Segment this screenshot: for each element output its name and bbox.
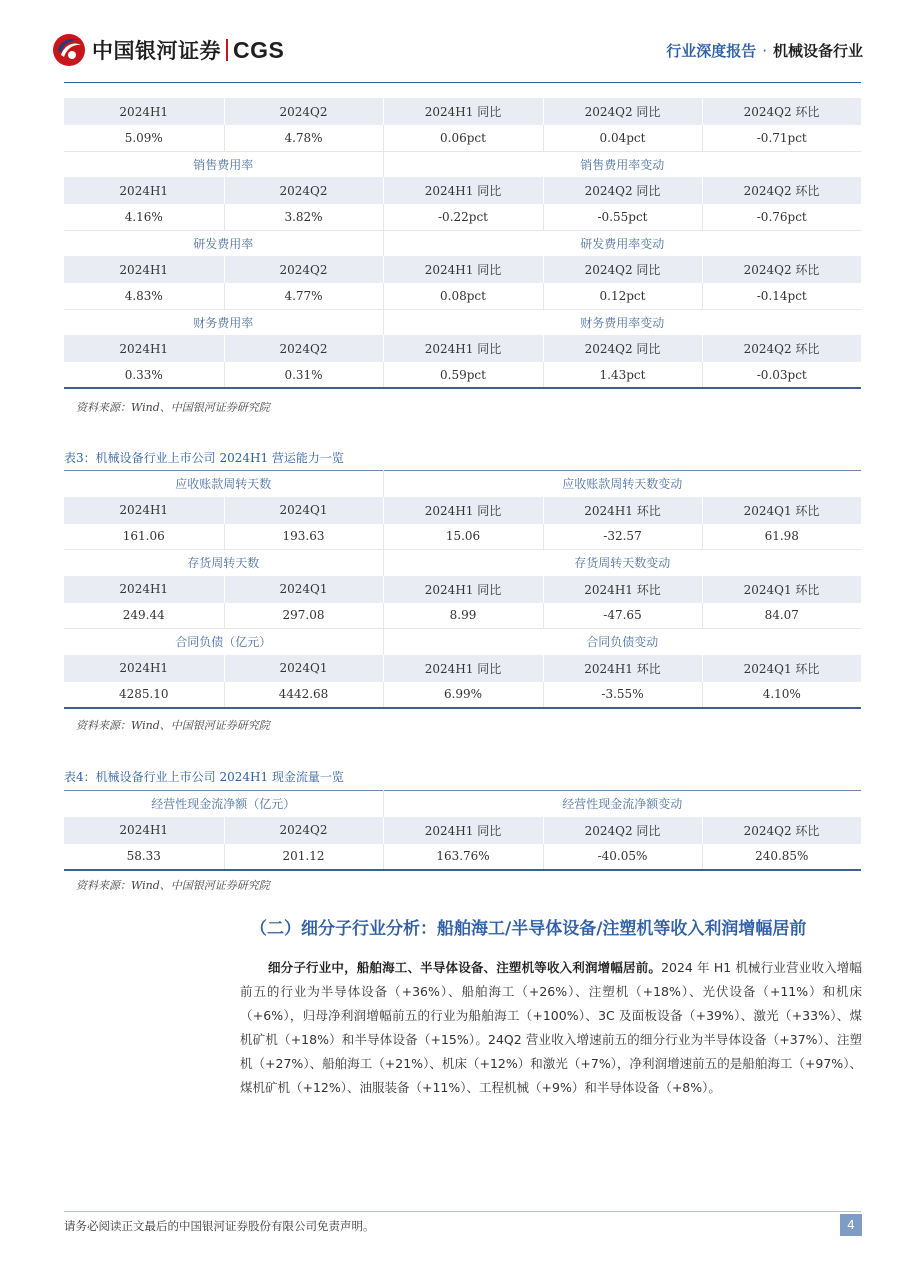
industry-name: 机械设备行业 bbox=[772, 42, 863, 60]
value-cell: -40.05% bbox=[543, 844, 702, 870]
body-paragraph bbox=[240, 956, 862, 1100]
header-cell: 2024H1 同比 bbox=[383, 335, 543, 362]
operating-capability-table bbox=[64, 470, 862, 709]
header-cell: 2024Q2 环比 bbox=[702, 177, 861, 204]
header-cell: 2024Q2 bbox=[224, 256, 383, 283]
value-cell: 84.07 bbox=[702, 603, 861, 629]
table-header-row bbox=[64, 576, 861, 603]
table-row bbox=[64, 844, 861, 870]
header-cell: 2024H1 同比 bbox=[383, 256, 543, 283]
header-cell: 2024H1 bbox=[64, 817, 224, 844]
header-cell: 2024Q2 同比 bbox=[543, 335, 702, 362]
value-cell: 193.63 bbox=[224, 524, 383, 550]
value-cell: 58.33 bbox=[64, 844, 224, 870]
value-cell: 5.09% bbox=[64, 125, 224, 151]
value-cell: -0.14pct bbox=[702, 283, 861, 309]
page-header bbox=[0, 0, 905, 92]
value-cell: 4.78% bbox=[224, 125, 383, 151]
group-title-left: 应收账款周转天数 bbox=[64, 471, 383, 497]
table-header-row bbox=[64, 497, 861, 524]
header-cell: 2024Q2 bbox=[224, 98, 383, 125]
value-cell: -0.71pct bbox=[702, 125, 861, 151]
table3-caption: 表3：机械设备行业上市公司 2024H1 营运能力一览 bbox=[64, 451, 344, 465]
value-cell: -3.55% bbox=[543, 682, 702, 708]
header-cell: 2024H1 bbox=[64, 655, 224, 682]
header-cell: 2024Q2 同比 bbox=[543, 177, 702, 204]
value-cell: 297.08 bbox=[224, 603, 383, 629]
report-type: 行业深度报告 bbox=[666, 42, 757, 60]
header-cell: 2024H1 bbox=[64, 98, 224, 125]
header-cell: 2024H1 bbox=[64, 497, 224, 524]
header-cell: 2024H1 同比 bbox=[383, 655, 543, 682]
header-cell: 2024Q2 环比 bbox=[702, 98, 861, 125]
value-cell: -0.76pct bbox=[702, 204, 861, 230]
value-cell: 0.08pct bbox=[383, 283, 543, 309]
group-title-row bbox=[64, 550, 861, 576]
table-row bbox=[64, 125, 861, 151]
table-row bbox=[64, 362, 861, 388]
value-cell: 0.06pct bbox=[383, 125, 543, 151]
value-cell: 15.06 bbox=[383, 524, 543, 550]
footer-divider bbox=[64, 1211, 861, 1212]
value-cell: 4.77% bbox=[224, 283, 383, 309]
header-cell: 2024Q2 同比 bbox=[543, 98, 702, 125]
group-title-left: 财务费用率 bbox=[64, 309, 383, 335]
group-title-left: 研发费用率 bbox=[64, 230, 383, 256]
header-cell: 2024Q2 bbox=[224, 177, 383, 204]
value-cell: 6.99% bbox=[383, 682, 543, 708]
table-header-row bbox=[64, 655, 861, 682]
group-title-row bbox=[64, 629, 861, 655]
header-divider bbox=[64, 82, 861, 83]
group-title-left: 合同负债（亿元） bbox=[64, 629, 383, 655]
value-cell: -0.03pct bbox=[702, 362, 861, 388]
header-cell: 2024Q1 bbox=[224, 576, 383, 603]
value-cell: 4.16% bbox=[64, 204, 224, 230]
header-cell: 2024Q2 同比 bbox=[543, 817, 702, 844]
header-cell: 2024H1 同比 bbox=[383, 497, 543, 524]
report-type-label bbox=[666, 40, 863, 61]
header-cell: 2024Q2 同比 bbox=[543, 256, 702, 283]
group-title-right: 应收账款周转天数变动 bbox=[383, 471, 861, 497]
value-cell: 4.10% bbox=[702, 682, 861, 708]
table-row bbox=[64, 682, 861, 708]
value-cell: 4285.10 bbox=[64, 682, 224, 708]
table-header-row bbox=[64, 335, 861, 362]
value-cell: 0.04pct bbox=[543, 125, 702, 151]
value-cell: 4442.68 bbox=[224, 682, 383, 708]
report-type-dot: · bbox=[762, 42, 767, 60]
table-source-note: 资料来源：Wind、中国银河证券研究院 bbox=[76, 719, 270, 732]
paragraph-lead: 细分子行业中，船舶海工、半导体设备、注塑机等收入利润增幅居前。 bbox=[268, 960, 662, 975]
value-cell: 4.83% bbox=[64, 283, 224, 309]
header-cell: 2024H1 同比 bbox=[383, 817, 543, 844]
group-title-row bbox=[64, 791, 861, 817]
value-cell: 61.98 bbox=[702, 524, 861, 550]
logo-english-name: CGS bbox=[233, 36, 285, 63]
header-cell: 2024Q1 环比 bbox=[702, 576, 861, 603]
group-title-right: 经营性现金流净额变动 bbox=[383, 791, 861, 817]
group-title-row bbox=[64, 230, 861, 256]
value-cell: -0.22pct bbox=[383, 204, 543, 230]
header-cell: 2024Q2 环比 bbox=[702, 817, 861, 844]
header-cell: 2024H1 环比 bbox=[543, 497, 702, 524]
cash-flow-table bbox=[64, 790, 862, 871]
header-cell: 2024H1 环比 bbox=[543, 576, 702, 603]
section-heading: （二）细分子行业分析：船舶海工/半导体设备/注塑机等收入利润增幅居前 bbox=[250, 919, 807, 939]
expense-ratio-table bbox=[64, 98, 862, 389]
value-cell: 3.82% bbox=[224, 204, 383, 230]
value-cell: 201.12 bbox=[224, 844, 383, 870]
header-cell: 2024Q1 bbox=[224, 497, 383, 524]
table-row bbox=[64, 283, 861, 309]
value-cell: -47.65 bbox=[543, 603, 702, 629]
value-cell: 1.43pct bbox=[543, 362, 702, 388]
header-cell: 2024H1 bbox=[64, 576, 224, 603]
value-cell: 0.31% bbox=[224, 362, 383, 388]
header-cell: 2024H1 同比 bbox=[383, 576, 543, 603]
header-cell: 2024H1 同比 bbox=[383, 177, 543, 204]
value-cell: 0.12pct bbox=[543, 283, 702, 309]
table-source-note: 资料来源：Wind、中国银河证券研究院 bbox=[76, 401, 270, 414]
logo-separator bbox=[226, 39, 228, 61]
page-number: 4 bbox=[840, 1214, 862, 1236]
group-title-left: 存货周转天数 bbox=[64, 550, 383, 576]
header-cell: 2024H1 环比 bbox=[543, 655, 702, 682]
table-header-row bbox=[64, 98, 861, 125]
table-row bbox=[64, 603, 861, 629]
header-cell: 2024H1 同比 bbox=[383, 98, 543, 125]
value-cell: -32.57 bbox=[543, 524, 702, 550]
value-cell: -0.55pct bbox=[543, 204, 702, 230]
group-title-right: 研发费用率变动 bbox=[383, 230, 861, 256]
group-title-right: 合同负债变动 bbox=[383, 629, 861, 655]
header-cell: 2024Q1 环比 bbox=[702, 655, 861, 682]
value-cell: 8.99 bbox=[383, 603, 543, 629]
header-cell: 2024Q1 bbox=[224, 655, 383, 682]
header-cell: 2024Q2 环比 bbox=[702, 335, 861, 362]
group-title-left: 销售费用率 bbox=[64, 151, 383, 177]
table-header-row bbox=[64, 817, 861, 844]
table-row bbox=[64, 524, 861, 550]
table-source-note: 资料来源：Wind、中国银河证券研究院 bbox=[76, 879, 270, 892]
table-row bbox=[64, 204, 861, 230]
group-title-right: 存货周转天数变动 bbox=[383, 550, 861, 576]
header-cell: 2024Q1 环比 bbox=[702, 497, 861, 524]
header-cell: 2024Q2 bbox=[224, 335, 383, 362]
section-body bbox=[240, 956, 862, 1100]
group-title-left: 经营性现金流净额（亿元） bbox=[64, 791, 383, 817]
group-title-row bbox=[64, 151, 861, 177]
group-title-right: 销售费用率变动 bbox=[383, 151, 861, 177]
company-logo bbox=[52, 33, 284, 67]
value-cell: 0.59pct bbox=[383, 362, 543, 388]
footer-disclaimer: 请务必阅读正文最后的中国银河证券股份有限公司免责声明。 bbox=[64, 1219, 375, 1233]
table-header-row bbox=[64, 177, 861, 204]
cgs-logo-icon bbox=[52, 33, 86, 67]
value-cell: 161.06 bbox=[64, 524, 224, 550]
header-cell: 2024H1 bbox=[64, 335, 224, 362]
value-cell: 0.33% bbox=[64, 362, 224, 388]
header-cell: 2024H1 bbox=[64, 177, 224, 204]
value-cell: 240.85% bbox=[702, 844, 861, 870]
paragraph-text: 2024 年 H1 机械行业营业收入增幅前五的行业为半导体设备（+36%）、船舶海工（+26%）、注塑机（+18%）、光伏设备（+11%）和机床（+6%），归母净利润增幅前五的行业为船舶海工（+100%）、3C 及面板设备（+39%）、激光（+33%）、煤机矿机（+18%）和半导体设备（+15%）。24Q2 营业收入增速前五的细分行业为半导体设备（+37%）、注塑机（+27%）、船舶海工（+21%）、机床（+12%）和激光（+7%），净利润增速前五的是船舶海工（+97%）、煤机矿机（+12%）、油服装备（+11%）、工程机械（+9%）和半导体设备（+8%）。 bbox=[240, 960, 862, 1095]
header-cell: 2024H1 bbox=[64, 256, 224, 283]
logo-chinese-name: 中国银河证券 bbox=[92, 39, 221, 63]
table-header-row bbox=[64, 256, 861, 283]
table4-caption: 表4：机械设备行业上市公司 2024H1 现金流量一览 bbox=[64, 770, 344, 784]
header-cell: 2024Q2 环比 bbox=[702, 256, 861, 283]
header-cell: 2024Q2 bbox=[224, 817, 383, 844]
group-title-right: 财务费用率变动 bbox=[383, 309, 861, 335]
group-title-row bbox=[64, 471, 861, 497]
group-title-row bbox=[64, 309, 861, 335]
value-cell: 163.76% bbox=[383, 844, 543, 870]
value-cell: 249.44 bbox=[64, 603, 224, 629]
